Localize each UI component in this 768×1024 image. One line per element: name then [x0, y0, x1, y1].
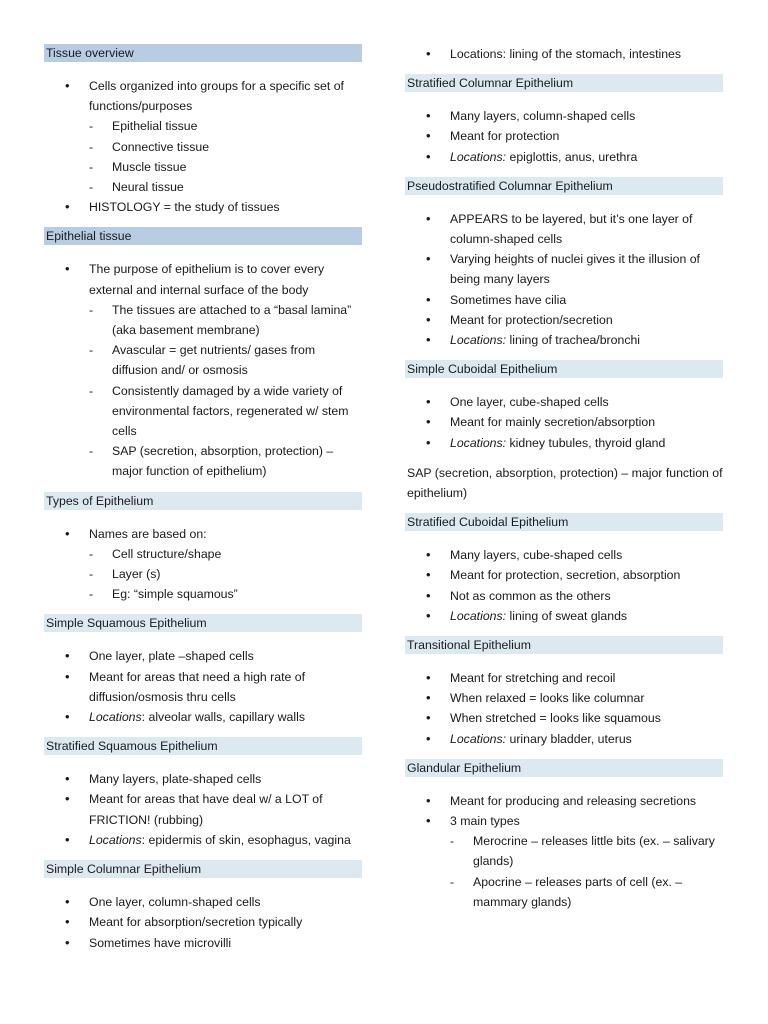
locations-text: lining of trachea/bronchi: [506, 333, 641, 348]
right-column: [405, 44, 723, 922]
sub-item: - Epithelial tissue: [89, 116, 362, 136]
list-item: • Many layers, column-shaped cells: [405, 106, 723, 126]
list-item: [405, 433, 723, 453]
list-item: [44, 524, 362, 605]
sub-list: [450, 831, 723, 912]
list-item: • When relaxed = looks like columnar: [405, 688, 723, 708]
list-item: • APPEARS to be layered, but it’s one layer of column-shaped cells: [405, 209, 723, 249]
heading-transitional: Transitional Epithelium: [405, 636, 723, 654]
sub-item: - Neural tissue: [89, 177, 362, 197]
bullet-text: The purpose of epithelium is to cover every external and internal surface of the body: [89, 262, 325, 297]
sub-list: [89, 116, 362, 197]
heading-pseudostratified: Pseudostratified Columnar Epithelium: [405, 177, 723, 195]
list-item: • Meant for mainly secretion/absorption: [405, 412, 723, 432]
list-item: • Meant for producing and releasing secretions: [405, 791, 723, 811]
list-item: • HISTOLOGY = the study of tissues: [44, 197, 362, 217]
heading-stratified-cuboidal: Stratified Cuboidal Epithelium: [405, 513, 723, 531]
pseudostratified-list: [405, 209, 723, 350]
list-item: • Varying heights of nuclei gives it the illusion of being many layers: [405, 249, 723, 289]
locations-text: lining of sweat glands: [506, 608, 628, 623]
locations-text: kidney tubules, thyroid gland: [506, 435, 666, 450]
sub-item: - Cell structure/shape: [89, 544, 362, 564]
list-item: • Many layers, cube-shaped cells: [405, 545, 723, 565]
simple-squamous-list: [44, 646, 362, 727]
stratified-squamous-list: [44, 769, 362, 850]
sub-item: - Apocrine – releases parts of cell (ex. – mammary glands): [450, 872, 723, 912]
heading-simple-squamous: Simple Squamous Epithelium: [44, 614, 362, 632]
list-item: • One layer, column-shaped cells: [44, 892, 362, 912]
continued-list: [405, 44, 723, 64]
sub-item: - Muscle tissue: [89, 157, 362, 177]
list-item: • Meant for absorption/secretion typically: [44, 912, 362, 932]
sub-item: - The tissues are attached to a “basal lamina” (aka basement membrane): [89, 300, 362, 340]
list-item: • One layer, cube-shaped cells: [405, 392, 723, 412]
list-item: [44, 830, 362, 850]
heading-types-of-epithelium: Types of Epithelium: [44, 492, 362, 510]
sub-item: - Connective tissue: [89, 137, 362, 157]
types-list: [44, 524, 362, 605]
list-item: • Meant for protection: [405, 126, 723, 146]
tissue-overview-list: [44, 76, 362, 217]
locations-label: Locations: [89, 710, 142, 725]
locations-text: urinary bladder, uterus: [506, 731, 632, 746]
locations-label: Locations:: [450, 435, 507, 450]
list-item: • Sometimes have microvilli: [44, 933, 362, 953]
list-item: • Many layers, plate-shaped cells: [44, 769, 362, 789]
epithelial-tissue-list: [44, 259, 362, 481]
heading-stratified-columnar: Stratified Columnar Epithelium: [405, 74, 723, 92]
list-item: • Not as common as the others: [405, 586, 723, 606]
simple-cuboidal-list: [405, 392, 723, 453]
sub-item: - Consistently damaged by a wide variety of environmental factors, regenerated w/ stem cells: [89, 381, 362, 442]
bullet-text: Names are based on:: [89, 526, 207, 541]
list-item: • Meant for areas that have deal w/ a LOT of FRICTION! (rubbing): [44, 789, 362, 829]
list-item: [44, 259, 362, 481]
locations-text: : alveolar walls, capillary walls: [141, 710, 305, 725]
locations-label: Locations:: [450, 333, 507, 348]
stratified-columnar-list: [405, 106, 723, 167]
bullet-text: Cells organized into groups for a specific set of functions/purposes: [89, 79, 344, 114]
sub-item: - Avascular = get nutrients/ gases from diffusion and/ or osmosis: [89, 340, 362, 380]
transitional-list: [405, 668, 723, 749]
heading-glandular: Glandular Epithelium: [405, 759, 723, 777]
list-item: • Meant for protection/secretion: [405, 310, 723, 330]
sap-paragraph: SAP (secretion, absorption, protection) – major function of epithelium): [407, 465, 723, 501]
locations-text: : epidermis of skin, esophagus, vagina: [141, 832, 351, 847]
heading-tissue-overview: Tissue overview: [44, 44, 362, 62]
stratified-cuboidal-list: [405, 545, 723, 626]
sub-list: [89, 544, 362, 605]
list-item: [44, 76, 362, 197]
simple-columnar-list: [44, 892, 362, 953]
locations-label: Locations: [89, 832, 142, 847]
list-item: [405, 147, 723, 167]
heading-epithelial-tissue: Epithelial tissue: [44, 227, 362, 245]
list-item: • Locations: lining of the stomach, intestines: [405, 44, 723, 64]
bullet-text: 3 main types: [450, 814, 520, 829]
locations-label: Locations:: [450, 731, 507, 746]
heading-simple-cuboidal: Simple Cuboidal Epithelium: [405, 360, 723, 378]
heading-simple-columnar: Simple Columnar Epithelium: [44, 860, 362, 878]
sub-list: [89, 300, 362, 482]
list-item: • When stretched = looks like squamous: [405, 708, 723, 728]
locations-label: Locations:: [450, 608, 507, 623]
locations-label: Locations:: [450, 149, 507, 164]
left-column: [44, 44, 362, 963]
locations-text: epiglottis, anus, urethra: [506, 149, 638, 164]
sub-item: - SAP (secretion, absorption, protection) – major function of epithelium): [89, 441, 362, 481]
list-item: • One layer, plate –shaped cells: [44, 646, 362, 666]
list-item: [405, 606, 723, 626]
list-item: [405, 729, 723, 749]
list-item: [405, 811, 723, 912]
list-item: • Sometimes have cilia: [405, 290, 723, 310]
list-item: • Meant for areas that need a high rate of diffusion/osmosis thru cells: [44, 667, 362, 707]
sub-item: - Eg: “simple squamous”: [89, 584, 362, 604]
list-item: [405, 330, 723, 350]
glandular-list: [405, 791, 723, 912]
list-item: • Meant for stretching and recoil: [405, 668, 723, 688]
sub-item: - Merocrine – releases little bits (ex. – salivary glands): [450, 831, 723, 871]
list-item: • Meant for protection, secretion, absorption: [405, 565, 723, 585]
list-item: [44, 707, 362, 727]
heading-stratified-squamous: Stratified Squamous Epithelium: [44, 737, 362, 755]
sub-item: - Layer (s): [89, 564, 362, 584]
